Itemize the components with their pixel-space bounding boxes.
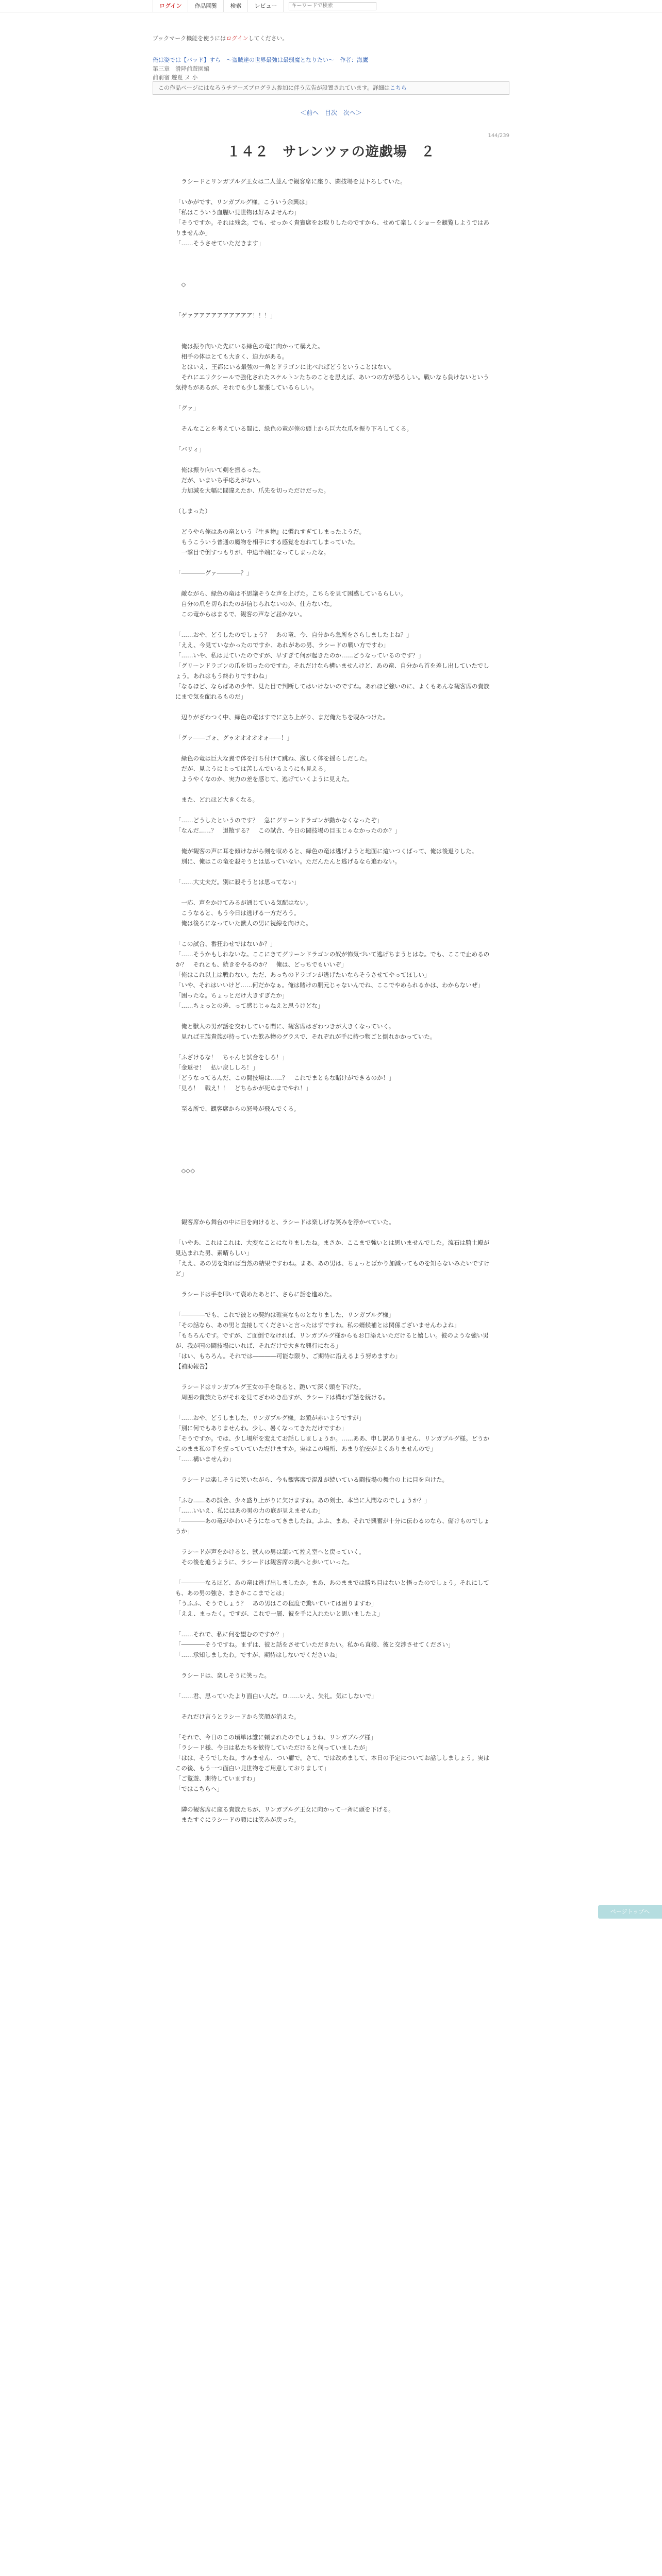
body-paragraph xyxy=(175,1485,490,1495)
nav-browse[interactable]: 作品閲覧 xyxy=(188,0,224,12)
body-paragraph xyxy=(175,1402,490,1413)
body-paragraph xyxy=(175,743,490,753)
body-paragraph: 一撃目で倒すつもりが、中途半端になってしまったな。 xyxy=(175,549,329,556)
body-paragraph: 「そうですか。では、少し場所を変えてお話ししましょうか。……ああ、申し訳ありません、リンガブルグ様。どうかこのまま私の手を握っていていただけますか。実はこの場所、あまり治安がよくありませんので」 xyxy=(175,1435,490,1452)
login-link[interactable]: ログイン xyxy=(153,0,188,12)
body-paragraph: 「いや、それはいいけど……何だかなぁ。俺は賭けの胴元じゃないんでね、ここでやめられるかは、わからないぜ」 xyxy=(175,981,484,989)
body-paragraph: 「ふざけるな！ ちゃんと試合をしろ！」 xyxy=(175,1054,288,1061)
body-paragraph: 「バリィ」 xyxy=(175,446,205,453)
next-link[interactable]: 次へ＞ xyxy=(343,109,362,116)
body-paragraph: 「ラシード様、今日は私たちを歓待していただけると伺っていましたが」 xyxy=(175,1744,371,1751)
body-paragraph: 周囲の貴族たちがそれを見てざわめき出すが、ラシードは構わず話を続ける。 xyxy=(175,1394,389,1401)
body-paragraph xyxy=(175,269,490,279)
body-paragraph: もうこういう普通の魔物を相手にする感覚を忘れてしまっていた。 xyxy=(175,538,359,546)
body-paragraph: 「――――なるほど、あの竜は逃げ出しましたか。まあ、あのままでは勝ち目はないと悟ったのでしょう。それにしても、あの男の強さ、まさかここまでとは」 xyxy=(175,1579,490,1597)
breadcrumb xyxy=(153,56,509,82)
body-paragraph: ラシードが声をかけると、獣人の男は頷いて控え室へと戻っていく。 xyxy=(175,1548,365,1555)
body-paragraph: 「――――あの竜がかわいそうになってきましたね。ふふ、まあ、それで興奮が十分に伝わるのなら、儲けものでしょうか」 xyxy=(175,1517,490,1535)
body-paragraph: 「なんだ……？ 退散する？ この試合、今日の闘技場の目玉じゃなかったのか？」 xyxy=(175,827,401,834)
body-paragraph: 別に、俺はこの竜を殺そうとは思っていない。ただんたんと逃げるなら追わない。 xyxy=(175,858,401,865)
body-paragraph xyxy=(175,578,490,588)
body-paragraph: 至る所で、観客席からの怒号が飛んでくる。 xyxy=(175,1105,300,1112)
body-paragraph: 「この試合、番狂わせではないか？」 xyxy=(175,940,276,947)
body-paragraph xyxy=(175,1145,490,1155)
chapter-section: 第三章 滑降前遊園編 xyxy=(153,65,209,72)
body-paragraph: 「……いいえ、私にはあの男の力の底が見えませんわ」 xyxy=(175,1507,324,1514)
page-top-button[interactable]: ページトップへ xyxy=(598,1905,662,1919)
body-paragraph xyxy=(175,619,490,630)
body-paragraph xyxy=(175,1619,490,1629)
chapter-title: １４２ サレンツァの遊戯場 ２ xyxy=(227,144,435,160)
body-paragraph: 「はは、そうでしたね。すみません、つい癖で。さて、では改めまして、本日の予定についてお話ししましょう。実はこの後、もう一つ面白い見世物をご用意しておりまして」 xyxy=(175,1754,490,1772)
body-paragraph: 「私はこういう血腥い見世物は好みませんわ」 xyxy=(175,209,300,216)
body-paragraph xyxy=(175,784,490,794)
chapter-subsection: 前前宿 遊夏 ヌ 小 xyxy=(153,74,198,81)
body-paragraph: ラシードはリンガブルグ王女の手を取ると、跪いて深く頭を下げた。 xyxy=(175,1383,365,1391)
body-paragraph: また、どれほど大きくなる。 xyxy=(175,796,258,803)
body-paragraph xyxy=(175,805,490,815)
author-link[interactable]: 海鷹 xyxy=(357,57,368,63)
body-paragraph xyxy=(175,702,490,712)
body-paragraph xyxy=(175,290,490,300)
body-paragraph xyxy=(175,1196,490,1207)
body-paragraph xyxy=(175,1124,490,1134)
body-paragraph: 「その話なら、あの男と直接してくださいと言ったはずですわ。私の婿候補とは関係ございませんわよね」 xyxy=(175,1321,460,1329)
body-paragraph: ラシードは、楽しそうに笑った。 xyxy=(175,1672,270,1679)
body-paragraph: 「別に何でもありませんわ。少し、暑くなってきただけですわ」 xyxy=(175,1425,347,1432)
body-paragraph: 緑色の竜は巨大な翼で体を打ち付けて跳ね、激しく体を揺らしだした。 xyxy=(175,755,371,762)
bookmark-notice xyxy=(153,34,509,42)
body-paragraph: 隣の観客席に座る貴族たちが、リンガブルグ王女に向かって一斉に頭を下げる。 xyxy=(175,1806,394,1813)
body-paragraph xyxy=(175,1176,490,1186)
body-paragraph xyxy=(175,434,490,444)
body-paragraph xyxy=(175,1371,490,1382)
body-paragraph: 「なるほど、ならばあの少年、見た目で判断してはいけないのですね。あれほど強いのに、よくもあんな観客席の貴族にまで気を配れるものだ」 xyxy=(175,683,490,700)
search-input[interactable] xyxy=(289,2,376,10)
body-paragraph: 「俺はこれ以上は戦わない。ただ、あっちのドラゴンが逃げたいならそうさせてやってほしい」 xyxy=(175,971,431,978)
body-paragraph: 「ではこちらへ」 xyxy=(175,1785,223,1792)
body-paragraph xyxy=(175,1722,490,1732)
body-paragraph xyxy=(175,1093,490,1104)
novel-body xyxy=(175,176,490,1825)
body-paragraph xyxy=(175,836,490,846)
body-paragraph: ◇◇◇ xyxy=(175,1167,195,1174)
body-paragraph xyxy=(175,1155,490,1165)
body-paragraph: 観客席から舞台の中に目を向けると、ラシードは楽しげな笑みを浮かべていた。 xyxy=(175,1218,395,1226)
body-paragraph: （しまった） xyxy=(175,507,211,515)
body-paragraph: 「いやあ、これはこれは、大変なことになりましたね。まさか、ここまで強いとは思いませんでした。流石は騎士殿が見込まれた男、素晴らしい」 xyxy=(175,1239,490,1257)
notice-login-link[interactable]: ログイン xyxy=(226,35,249,42)
body-paragraph: 「……そうさせていただきます」 xyxy=(175,240,264,247)
body-paragraph: とはいえ、王都にいる最強の一角とドラゴンに比べればどうということはない。 xyxy=(175,363,395,370)
body-paragraph: どうやら俺はあの竜という『生き物』に慣れすぎてしまったようだ。 xyxy=(175,528,365,535)
body-paragraph: ようやくなのか、実力の差を感じて、逃げていくように見えた。 xyxy=(175,775,353,783)
body-paragraph: この竜からはまるで、観客の声など届かない。 xyxy=(175,611,306,618)
body-paragraph xyxy=(175,1134,490,1145)
prev-link[interactable]: ＜前へ xyxy=(300,109,319,116)
body-paragraph: またすぐにラシードの顔には笑みが戻った。 xyxy=(175,1816,300,1823)
body-paragraph xyxy=(175,928,490,939)
body-paragraph xyxy=(175,1464,490,1475)
body-paragraph: だが、いまいち手応えがない。 xyxy=(175,477,264,484)
body-paragraph xyxy=(175,1207,490,1217)
body-paragraph: 「……いや、私は見ていたのですが、早すぎて何が起きたのか……どうなっているのです？」 xyxy=(175,652,424,659)
body-paragraph xyxy=(175,1186,490,1196)
body-paragraph: 相手の体はとても大きく、迫力がある。 xyxy=(175,353,288,360)
body-paragraph: 「……それで、私に何を望むのですか？」 xyxy=(175,1631,288,1638)
nav-search[interactable]: 検索 xyxy=(224,0,248,12)
body-paragraph xyxy=(175,1794,490,1804)
body-paragraph xyxy=(175,187,490,197)
body-paragraph xyxy=(175,320,490,331)
work-title-link[interactable]: 俺は姿では【バッド】すら ～盗賊達の世界最強は最弱魔となりたい～ 作者： xyxy=(153,57,357,63)
body-paragraph xyxy=(175,867,490,877)
body-paragraph xyxy=(175,1701,490,1711)
toc-link[interactable]: 目次 xyxy=(324,109,337,116)
body-paragraph: 「金返せ！ 払い戻ししろ！」 xyxy=(175,1064,258,1071)
body-paragraph: その後を追うように、ラシードは観客席の奥へと歩いていった。 xyxy=(175,1558,353,1566)
body-paragraph: それだけ言うとラシードから笑顔が消えた。 xyxy=(175,1713,300,1720)
body-paragraph: 「ゲァアアアアアアアアアア！！！」 xyxy=(175,312,276,319)
body-paragraph xyxy=(175,1011,490,1021)
ad-notice-box xyxy=(153,81,509,95)
body-paragraph: 「ご覧遊、期待していますわ」 xyxy=(175,1775,258,1782)
body-paragraph: 「……ちょっとの差、って感じじゃねえと思うけどな」 xyxy=(175,1002,324,1009)
body-paragraph: 俺と獣人の男が話を交わしている間に、観客席はざわつきが大きくなっていく。 xyxy=(175,1023,395,1030)
ad-notice-text: この作品ページにはなろうチアーズプログラム参加に伴う広告が設置されています。詳細は xyxy=(158,84,390,91)
body-paragraph: 「ええ、今見ていなかったのですか、あれがあの男、ラシードの戦い方ですわ」 xyxy=(175,641,389,649)
body-paragraph: 「いかがです、リンガブルグ様。こういう余興は」 xyxy=(175,198,311,206)
body-paragraph: 俺は後ろになっていた獣人の男に視線を向けた。 xyxy=(175,920,312,927)
notice-suffix: してください。 xyxy=(248,35,288,42)
body-paragraph xyxy=(175,1227,490,1238)
body-paragraph xyxy=(175,516,490,527)
body-paragraph xyxy=(175,1279,490,1289)
body-paragraph: だが、見ようによっては苦しんでいるようにも見える。 xyxy=(175,765,329,772)
top-nav-bar xyxy=(0,0,662,12)
pager-top xyxy=(153,108,509,117)
nav-review[interactable]: レビュー xyxy=(248,0,284,12)
body-paragraph xyxy=(175,496,490,506)
body-paragraph: 「……どうしたというのです？ 急にグリーンドラゴンが動かなくなったぞ」 xyxy=(175,817,383,824)
body-paragraph: 「グァ――ゴォ、グゥオオオオオォ――！」 xyxy=(175,734,293,741)
body-paragraph: 敵ながら、緑色の竜は不思議そうな声を上げた。こちらを見て困惑しているらしい。 xyxy=(175,590,407,597)
body-paragraph: 「どうなってるんだ、この闘技場は……？ これでまともな賭けができるのか！」 xyxy=(175,1074,395,1081)
body-paragraph: 「ええ、あの男を知れば当然の結果ですわね。まあ、あの男は、ちょっとばかり加減ってものを知らないみたいですけど」 xyxy=(175,1260,490,1277)
body-paragraph: 俺は振り向いて剣を振るった。 xyxy=(175,466,264,473)
body-paragraph: 自分の爪を切られたのが信じられないのか、仕方ないな。 xyxy=(175,600,336,607)
body-paragraph: 「……承知しましたわ。ですが、期待はしないでくださいね」 xyxy=(175,1651,341,1658)
body-paragraph: ラシードとリンガブルグ王女は二人並んで観客席に座り、闘技場を見下ろしていた。 xyxy=(175,178,406,185)
body-paragraph: 「……おや、どうしたのでしょう？ あの竜、今、自分から急所をさらしましたよね？」 xyxy=(175,631,412,638)
body-paragraph: 「それで、今日のこの頃単は誰に頼まれたのでしょうね、リンガブルグ様」 xyxy=(175,1734,377,1741)
body-paragraph: 「困ったな。ちょっとだけ大きすぎたか」 xyxy=(175,992,288,999)
body-paragraph xyxy=(175,393,490,403)
ad-notice-link[interactable]: こちら xyxy=(389,84,407,91)
body-paragraph xyxy=(175,454,490,465)
body-paragraph: 「……構いませんわ」 xyxy=(175,1455,235,1463)
body-paragraph: そんなことを考えている間に、緑色の竜が俺の頭上から巨大な爪を振り下ろしてくる。 xyxy=(175,425,412,432)
body-paragraph: 【補助報告】 xyxy=(175,1363,211,1370)
body-paragraph: 「……大丈夫だ。別に殺そうとは思ってない」 xyxy=(175,878,300,886)
body-paragraph: それにエリクシールで強化されたスケルトンたちのことを思えば、あいつの方が恐ろしい。戦いなら負けないという気持ちがあるが、それでも少し緊張しているらしい。 xyxy=(175,374,489,391)
notice-prefix: ブックマーク機能を使うには xyxy=(153,35,226,42)
body-paragraph: ◇ xyxy=(175,281,186,288)
body-paragraph: 「うふふ、そうでしょう？ あの男はこの程度で驚いていては困りますわ」 xyxy=(175,1600,377,1607)
body-paragraph xyxy=(175,1042,490,1052)
body-paragraph: 「そうですか。それは残念。でも、せっかく貴賓席をお取りしたのですから、せめて楽しくショーを観覧しようではありませんか」 xyxy=(175,219,490,236)
body-paragraph: 一応、声をかけてみるが通じている気配はない。 xyxy=(175,899,312,906)
body-paragraph xyxy=(175,722,490,733)
body-paragraph xyxy=(175,259,490,269)
body-paragraph xyxy=(175,248,490,259)
body-paragraph xyxy=(175,300,490,310)
body-paragraph: 「……おや、どうしました、リンガブルグ様。お顔が赤いようですが」 xyxy=(175,1414,365,1421)
page-number: 144/239 xyxy=(488,133,509,139)
body-paragraph xyxy=(175,1567,490,1578)
body-paragraph: 「はい、もちろん。それでは――――可能な限り、ご期待に沿えるよう努めますわ」 xyxy=(175,1352,401,1360)
body-paragraph: 「もちろんです。ですが、ご面倒でなければ、リンガブルグ様からもお口添えいただけると嬉しい。彼のような強い男が、我が国の闘技場にいれば、それだけで大きな興行になる」 xyxy=(175,1332,489,1349)
body-paragraph: 「グァ」 xyxy=(175,404,199,412)
body-paragraph: 「ええ、まったく。ですが、これで一層、彼を手に入れたいと思いましたよ」 xyxy=(175,1610,383,1617)
body-paragraph xyxy=(175,887,490,897)
body-paragraph: 「――――グァ――――？」 xyxy=(175,569,253,577)
body-paragraph: 「……そうかもしれないな。ここにきてグリーンドラゴンの奴が怖気づいて逃げちまうとはな。でも、ここで止めるのか？ それとも、続きをやるのか？ 俺は、どっちでもいいぞ」 xyxy=(175,951,490,968)
body-paragraph xyxy=(175,1681,490,1691)
body-paragraph xyxy=(175,331,490,341)
body-paragraph: こうなると、もう今日は逃げる一方だろう。 xyxy=(175,909,300,917)
body-paragraph: 「――――でも、これで彼との契約は確実なものとなりました、リンガブルグ様」 xyxy=(175,1311,394,1318)
body-paragraph: 「……君、思っていたより面白い人だ。ロ……いえ、失礼。気にしないで」 xyxy=(175,1692,377,1700)
body-paragraph xyxy=(175,413,490,423)
body-paragraph: 「グリーンドラゴンの爪を切ったのですわ。それだけなら構いませんけど、あの竜、自分から首を差し出していたでしょう。あれはもう終わりですわね」 xyxy=(175,662,489,680)
body-paragraph: 「――――そうですね。まずは、彼と話をさせていただきたい。私から直接、彼と交渉させてください」 xyxy=(175,1641,454,1648)
body-paragraph xyxy=(175,557,490,568)
body-paragraph xyxy=(175,1114,490,1124)
body-paragraph: 俺が観客の声に耳を傾けながら剣を収めると、緑色の竜は逃げようと地面に這いつくばって、俺は後退りした。 xyxy=(175,848,478,855)
body-paragraph: 「見ろ！ 戦え！！ どちらかが死ぬまでやれ！」 xyxy=(175,1084,312,1092)
body-paragraph: 「ふむ……あの試合、少々盛り上がりに欠けますね。あの剣士、本当に人間なのでしょうか？」 xyxy=(175,1497,431,1504)
body-paragraph: 辺りがざわつく中、緑色の竜はすでに立ち上がり、まだ俺たちを睨みつけた。 xyxy=(175,714,389,721)
body-paragraph: ラシードは楽しそうに笑いながら、今も観客席で混乱が続いている闘技場の舞台の上に目を向けた。 xyxy=(175,1476,448,1483)
body-paragraph xyxy=(175,1299,490,1310)
body-paragraph: ラシードは手を叩いて褒めたあとに、さらに話を進めた。 xyxy=(175,1291,336,1298)
body-paragraph: 力加減を大幅に間違えたか、爪先を切っただけだった。 xyxy=(175,487,329,494)
body-paragraph: 俺は振り向いた先にいる緑色の竜に向かって構えた。 xyxy=(175,343,324,350)
body-paragraph xyxy=(175,1536,490,1547)
body-paragraph: 見れば王族貴族が持っていた飲み物のグラスで、それぞれが手に持つ物ごと倒れかかっていた。 xyxy=(175,1033,436,1040)
body-paragraph xyxy=(175,1660,490,1670)
